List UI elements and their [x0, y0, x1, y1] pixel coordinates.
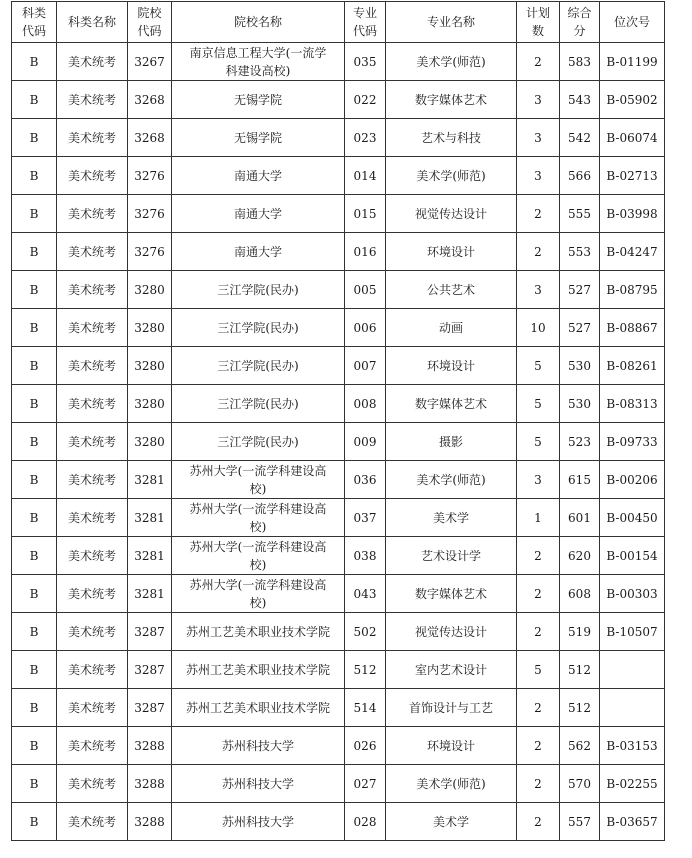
cell-rank: B-06074: [600, 119, 665, 157]
cell-plan: 2: [517, 613, 560, 651]
cell-school-name: [172, 499, 345, 537]
school-name-line: 南通大学: [233, 206, 282, 221]
header-major-name: [386, 2, 517, 43]
cell-rank: B-08867: [600, 309, 665, 347]
school-name-line: 无锡学院: [233, 92, 282, 107]
header-school-code: [128, 2, 172, 43]
cell-school-code: 3280: [128, 423, 172, 461]
cell-plan: 5: [517, 423, 560, 461]
table-row: [12, 195, 665, 233]
cell-score: 562: [560, 727, 600, 765]
school-name-line: 苏州大学(一流学科建设高: [189, 539, 327, 554]
cell-school-name: [172, 233, 345, 271]
cell-cat-name: 美术统考: [57, 575, 128, 613]
cell-cat-code: B: [12, 765, 57, 803]
cell-cat-name: 美术统考: [57, 43, 128, 81]
cell-cat-code: B: [12, 43, 57, 81]
school-name-line: 三江学院(民办): [217, 358, 299, 373]
cell-school-code: 3280: [128, 271, 172, 309]
table-row: [12, 119, 665, 157]
cell-cat-code: B: [12, 499, 57, 537]
cell-cat-code: B: [12, 537, 57, 575]
cell-cat-name: 美术统考: [57, 727, 128, 765]
cell-rank: B-01199: [600, 43, 665, 81]
cell-school-name: [172, 81, 345, 119]
school-name-line: 南通大学: [233, 168, 282, 183]
cell-school-name: [172, 43, 345, 81]
cell-score: 512: [560, 689, 600, 727]
cell-school-code: 3276: [128, 195, 172, 233]
header-cat-code-line: 科类: [21, 6, 46, 20]
cell-score: 553: [560, 233, 600, 271]
cell-cat-code: B: [12, 575, 57, 613]
cell-cat-code: B: [12, 423, 57, 461]
cell-cat-code: B: [12, 727, 57, 765]
cell-major-code: 005: [345, 271, 386, 309]
cell-major-name: 环境设计: [386, 233, 517, 271]
cell-score: 527: [560, 309, 600, 347]
cell-school-code: 3281: [128, 575, 172, 613]
cell-score: 527: [560, 271, 600, 309]
school-name-line: 苏州科技大学: [221, 776, 294, 791]
cell-rank: B-00154: [600, 537, 665, 575]
cell-cat-code: B: [12, 309, 57, 347]
table-row: [12, 385, 665, 423]
cell-score: 557: [560, 803, 600, 841]
cell-score: 570: [560, 765, 600, 803]
cell-plan: 3: [517, 119, 560, 157]
cell-cat-name: 美术统考: [57, 651, 128, 689]
cell-rank: B-08261: [600, 347, 665, 385]
cell-plan: 10: [517, 309, 560, 347]
cell-major-name: 数字媒体艺术: [386, 81, 517, 119]
cell-school-name: [172, 803, 345, 841]
header-major-code-line: 专业: [352, 6, 377, 20]
school-name-line: 校): [249, 519, 267, 534]
cell-cat-code: B: [12, 385, 57, 423]
cell-rank: B-03657: [600, 803, 665, 841]
cell-school-name: [172, 157, 345, 195]
cell-school-code: 3276: [128, 233, 172, 271]
cell-score: 601: [560, 499, 600, 537]
cell-plan: 5: [517, 651, 560, 689]
school-name-line: 校): [249, 595, 267, 610]
cell-school-code: 3268: [128, 81, 172, 119]
cell-major-name: 视觉传达设计: [386, 613, 517, 651]
cell-rank: B-00303: [600, 575, 665, 613]
cell-major-name: 数字媒体艺术: [386, 575, 517, 613]
school-name-line: 苏州工艺美术职业技术学院: [185, 700, 330, 715]
cell-school-code: 3280: [128, 347, 172, 385]
table-row: [12, 689, 665, 727]
cell-school-code: 3288: [128, 727, 172, 765]
cell-score: 530: [560, 385, 600, 423]
cell-cat-name: 美术统考: [57, 195, 128, 233]
cell-cat-code: B: [12, 461, 57, 499]
cell-school-code: 3268: [128, 119, 172, 157]
cell-cat-name: 美术统考: [57, 613, 128, 651]
cell-major-name: 摄影: [386, 423, 517, 461]
cell-rank: B-05902: [600, 81, 665, 119]
header-rank-line: 位次号: [613, 15, 650, 29]
cell-rank: B-10507: [600, 613, 665, 651]
header-score-line: 综合: [567, 6, 592, 20]
school-name-line: 苏州大学(一流学科建设高: [189, 463, 327, 478]
cell-major-code: 016: [345, 233, 386, 271]
cell-score: 530: [560, 347, 600, 385]
cell-cat-code: B: [12, 803, 57, 841]
school-name-line: 无锡学院: [233, 130, 282, 145]
cell-major-name: 数字媒体艺术: [386, 385, 517, 423]
cell-cat-code: B: [12, 271, 57, 309]
cell-cat-code: B: [12, 347, 57, 385]
cell-school-name: [172, 613, 345, 651]
cell-school-code: 3288: [128, 765, 172, 803]
cell-score: 542: [560, 119, 600, 157]
cell-major-name: 艺术设计学: [386, 537, 517, 575]
cell-major-code: 502: [345, 613, 386, 651]
cell-cat-code: B: [12, 195, 57, 233]
school-name-line: 三江学院(民办): [217, 320, 299, 335]
cell-major-code: 038: [345, 537, 386, 575]
cell-school-name: [172, 271, 345, 309]
cell-cat-name: 美术统考: [57, 347, 128, 385]
school-name-line: 三江学院(民办): [217, 434, 299, 449]
school-name-line: 南通大学: [233, 244, 282, 259]
cell-score: 620: [560, 537, 600, 575]
table-row: [12, 803, 665, 841]
cell-score: 608: [560, 575, 600, 613]
header-row: [12, 2, 665, 43]
cell-school-name: [172, 537, 345, 575]
cell-plan: 2: [517, 689, 560, 727]
table-row: [12, 81, 665, 119]
cell-plan: 3: [517, 81, 560, 119]
cell-major-code: 008: [345, 385, 386, 423]
cell-plan: 5: [517, 347, 560, 385]
cell-score: 583: [560, 43, 600, 81]
cell-rank: [600, 651, 665, 689]
cell-plan: 2: [517, 43, 560, 81]
cell-plan: 5: [517, 385, 560, 423]
cell-major-code: 036: [345, 461, 386, 499]
table-row: [12, 43, 665, 81]
cell-cat-name: 美术统考: [57, 499, 128, 537]
cell-major-code: 015: [345, 195, 386, 233]
cell-school-code: 3287: [128, 651, 172, 689]
school-name-line: 校): [249, 557, 267, 572]
cell-school-code: 3281: [128, 499, 172, 537]
cell-school-code: 3280: [128, 385, 172, 423]
cell-major-code: 014: [345, 157, 386, 195]
header-major-code: [345, 2, 386, 43]
cell-major-code: 035: [345, 43, 386, 81]
cell-school-name: [172, 575, 345, 613]
cell-rank: B-02255: [600, 765, 665, 803]
cell-major-name: 首饰设计与工艺: [386, 689, 517, 727]
cell-school-name: [172, 461, 345, 499]
cell-major-code: 022: [345, 81, 386, 119]
cell-major-name: 环境设计: [386, 727, 517, 765]
cell-cat-code: B: [12, 651, 57, 689]
cell-rank: B-04247: [600, 233, 665, 271]
cell-school-name: [172, 119, 345, 157]
cell-school-name: [172, 195, 345, 233]
table-row: [12, 461, 665, 499]
cell-rank: B-09733: [600, 423, 665, 461]
cell-score: 512: [560, 651, 600, 689]
cell-school-name: [172, 347, 345, 385]
table-row: [12, 157, 665, 195]
cell-rank: B-08795: [600, 271, 665, 309]
header-cat-name-line: 科类名称: [67, 15, 116, 29]
cell-plan: 2: [517, 537, 560, 575]
cell-plan: 2: [517, 233, 560, 271]
cell-major-code: 512: [345, 651, 386, 689]
table-row: [12, 651, 665, 689]
cell-cat-name: 美术统考: [57, 385, 128, 423]
cell-plan: 3: [517, 157, 560, 195]
school-name-line: 苏州工艺美术职业技术学院: [185, 624, 330, 639]
cell-cat-name: 美术统考: [57, 461, 128, 499]
cell-cat-code: B: [12, 689, 57, 727]
header-school-name: [172, 2, 345, 43]
table-row: [12, 537, 665, 575]
school-name-line: 三江学院(民办): [217, 282, 299, 297]
table-row: [12, 727, 665, 765]
cell-school-name: [172, 765, 345, 803]
cell-major-name: 美术学(师范): [386, 765, 517, 803]
cell-rank: B-02713: [600, 157, 665, 195]
cell-major-code: 043: [345, 575, 386, 613]
cell-cat-name: 美术统考: [57, 233, 128, 271]
cell-plan: 2: [517, 195, 560, 233]
header-cat-code: [12, 2, 57, 43]
cell-major-name: 美术学(师范): [386, 43, 517, 81]
cell-score: 523: [560, 423, 600, 461]
cell-cat-code: B: [12, 157, 57, 195]
cell-cat-name: 美术统考: [57, 765, 128, 803]
cell-cat-name: 美术统考: [57, 81, 128, 119]
cell-major-name: 艺术与科技: [386, 119, 517, 157]
cell-school-name: [172, 385, 345, 423]
cell-plan: 3: [517, 271, 560, 309]
school-name-line: 苏州工艺美术职业技术学院: [185, 662, 330, 677]
cell-school-code: 3267: [128, 43, 172, 81]
header-cat-name: [57, 2, 128, 43]
cell-major-name: 美术学: [386, 803, 517, 841]
cell-cat-name: 美术统考: [57, 271, 128, 309]
table-row: [12, 271, 665, 309]
cell-school-code: 3281: [128, 461, 172, 499]
header-school-name-line: 院校名称: [233, 15, 282, 29]
cell-cat-code: B: [12, 613, 57, 651]
table-row: [12, 765, 665, 803]
cell-major-code: 027: [345, 765, 386, 803]
school-name-line: 苏州科技大学: [221, 738, 294, 753]
cell-cat-code: B: [12, 233, 57, 271]
cell-score: 566: [560, 157, 600, 195]
cell-rank: B-00450: [600, 499, 665, 537]
cell-school-name: [172, 727, 345, 765]
header-score-line: 分: [573, 24, 586, 38]
header-major-code-line: 代码: [352, 24, 377, 38]
cell-major-code: 026: [345, 727, 386, 765]
cell-school-code: 3276: [128, 157, 172, 195]
header-school-code-line: 院校: [137, 6, 162, 20]
cell-major-name: 视觉传达设计: [386, 195, 517, 233]
cell-plan: 2: [517, 575, 560, 613]
cell-school-name: [172, 309, 345, 347]
header-cat-code-line: 代码: [21, 24, 46, 38]
cell-rank: B-03153: [600, 727, 665, 765]
cell-school-name: [172, 651, 345, 689]
cell-major-name: 动画: [386, 309, 517, 347]
cell-major-name: 美术学(师范): [386, 461, 517, 499]
cell-major-code: 023: [345, 119, 386, 157]
table-row: [12, 233, 665, 271]
cell-cat-name: 美术统考: [57, 803, 128, 841]
cell-score: 543: [560, 81, 600, 119]
cell-major-name: 美术学(师范): [386, 157, 517, 195]
cell-score: 519: [560, 613, 600, 651]
header-plan: [517, 2, 560, 43]
school-name-line: 苏州科技大学: [221, 814, 294, 829]
cell-score: 615: [560, 461, 600, 499]
cell-plan: 2: [517, 727, 560, 765]
cell-major-code: 007: [345, 347, 386, 385]
cell-major-name: 室内艺术设计: [386, 651, 517, 689]
cell-rank: [600, 689, 665, 727]
header-score: [560, 2, 600, 43]
cell-cat-name: 美术统考: [57, 537, 128, 575]
cell-plan: 2: [517, 803, 560, 841]
cell-plan: 2: [517, 765, 560, 803]
cell-major-code: 037: [345, 499, 386, 537]
cell-plan: 3: [517, 461, 560, 499]
cell-school-code: 3288: [128, 803, 172, 841]
school-name-line: 校): [249, 481, 267, 496]
cell-major-code: 514: [345, 689, 386, 727]
cell-cat-name: 美术统考: [57, 119, 128, 157]
header-plan-line: 计划: [525, 6, 550, 20]
cell-school-name: [172, 423, 345, 461]
cell-plan: 1: [517, 499, 560, 537]
school-name-line: 苏州大学(一流学科建设高: [189, 577, 327, 592]
table-row: [12, 613, 665, 651]
cell-cat-code: B: [12, 119, 57, 157]
header-plan-line: 数: [531, 24, 544, 38]
cell-major-name: 公共艺术: [386, 271, 517, 309]
school-name-line: 三江学院(民办): [217, 396, 299, 411]
cell-major-code: 028: [345, 803, 386, 841]
cell-major-name: 环境设计: [386, 347, 517, 385]
cell-cat-name: 美术统考: [57, 309, 128, 347]
school-name-line: 科建设高校): [225, 63, 291, 78]
header-school-code-line: 代码: [137, 24, 162, 38]
cell-major-name: 美术学: [386, 499, 517, 537]
cell-rank: B-00206: [600, 461, 665, 499]
table-row: [12, 423, 665, 461]
table-row: [12, 309, 665, 347]
cell-cat-code: B: [12, 81, 57, 119]
cell-school-code: 3287: [128, 613, 172, 651]
admission-score-table: [11, 1, 665, 841]
cell-school-code: 3287: [128, 689, 172, 727]
table-row: [12, 499, 665, 537]
cell-cat-name: 美术统考: [57, 689, 128, 727]
cell-major-code: 006: [345, 309, 386, 347]
cell-major-code: 009: [345, 423, 386, 461]
cell-school-code: 3281: [128, 537, 172, 575]
cell-rank: B-03998: [600, 195, 665, 233]
school-name-line: 南京信息工程大学(一流学: [189, 45, 327, 60]
header-major-name-line: 专业名称: [426, 15, 475, 29]
table-body: [12, 43, 665, 841]
cell-cat-name: 美术统考: [57, 157, 128, 195]
cell-school-name: [172, 689, 345, 727]
cell-school-code: 3280: [128, 309, 172, 347]
cell-cat-name: 美术统考: [57, 423, 128, 461]
cell-score: 555: [560, 195, 600, 233]
school-name-line: 苏州大学(一流学科建设高: [189, 501, 327, 516]
header-rank: [600, 2, 665, 43]
table-row: [12, 575, 665, 613]
cell-rank: B-08313: [600, 385, 665, 423]
table-row: [12, 347, 665, 385]
